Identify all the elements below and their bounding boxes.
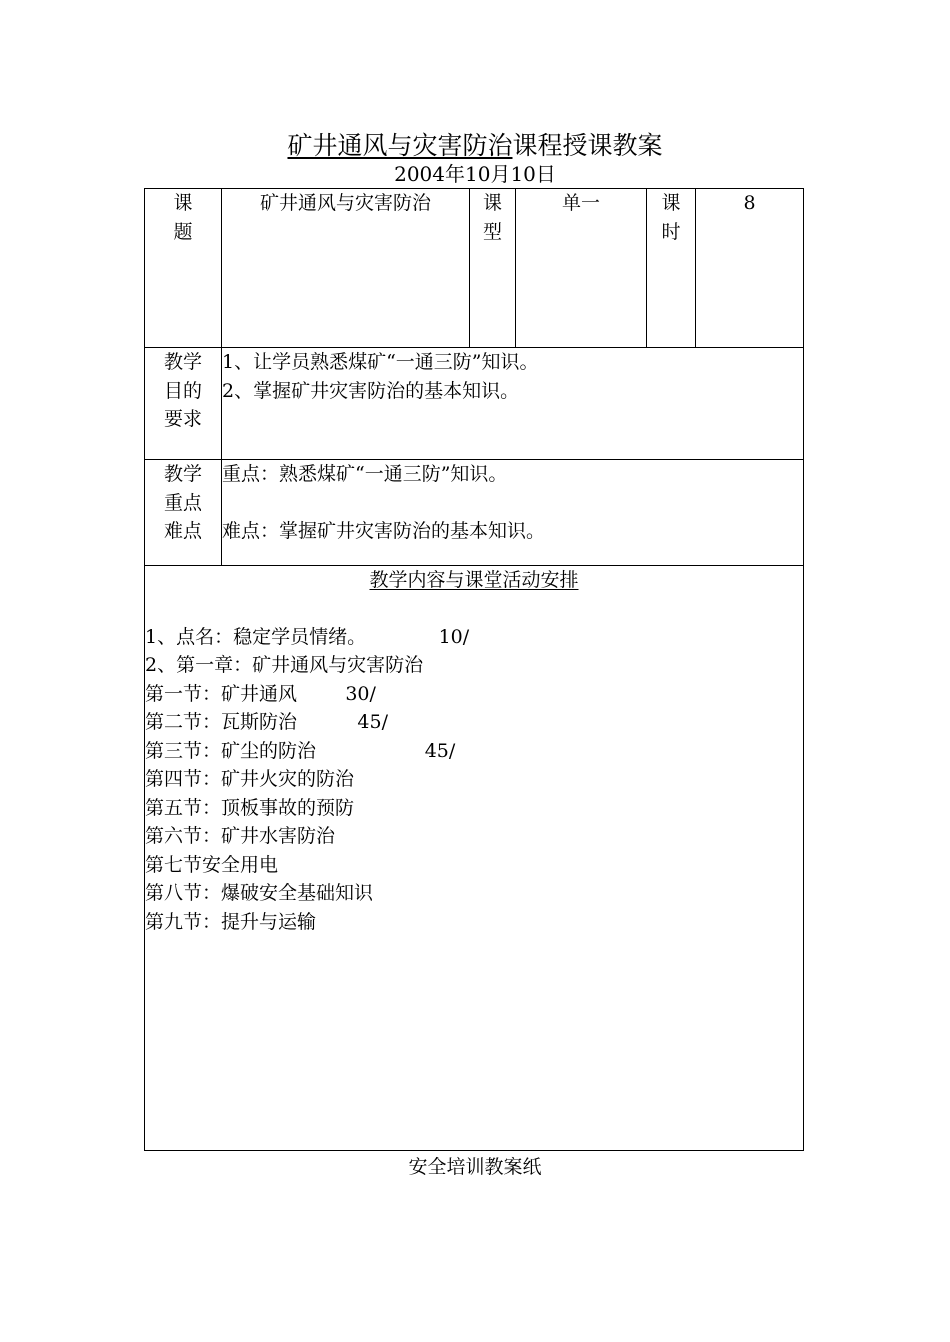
lesson-plan-table — [144, 188, 804, 1151]
type-value: 单一 — [516, 189, 647, 348]
content-line: 第四节：矿井火灾的防治 — [145, 768, 355, 790]
content-line: 第一节：矿井通风 30/ — [145, 682, 376, 705]
label-type: 课 型 — [470, 189, 516, 348]
content-line: 第九节：提升与运输 — [145, 910, 317, 933]
label-hours: 课 时 — [647, 189, 696, 348]
topic-value: 矿井通风与灾害防治 — [222, 189, 470, 348]
objectives-content — [222, 348, 804, 460]
content-heading: 教学内容与课堂活动安排 — [369, 569, 579, 591]
label-objectives: 教学 目的 要求 — [145, 348, 222, 460]
content-line: 第六节：矿井水害防治 — [145, 825, 336, 847]
spacer-line — [222, 489, 803, 518]
label-key-points: 教学 重点 难点 — [145, 460, 222, 566]
lesson-date: 2004年10月10日 — [394, 162, 556, 186]
row-course-info — [145, 189, 804, 348]
hours-value: 8 — [696, 189, 804, 348]
row-teaching-content — [145, 566, 804, 1151]
difficulty-line: 难点：掌握矿井灾害防治的基本知识。 — [222, 520, 546, 542]
content-line: 第二节：瓦斯防治 45/ — [145, 711, 388, 733]
page-title — [0, 128, 950, 164]
content-line: 第三节：矿尘的防治 45/ — [145, 739, 456, 762]
row-objectives — [145, 348, 804, 460]
row-key-points — [145, 460, 804, 566]
label-topic: 课 题 — [145, 189, 222, 348]
focus-line: 重点：熟悉煤矿“一通三防”知识。 — [222, 463, 508, 485]
content-line: 1、点名：稳定学员情绪。 10/ — [145, 625, 470, 648]
page-footer: 安全培训教案纸 — [408, 1156, 542, 1178]
content-line: 第八节：爆破安全基础知识 — [145, 882, 374, 904]
objective-line: 1、让学员熟悉煤矿“一通三防”知识。 — [222, 351, 539, 373]
content-line: 2、第一章：矿井通风与灾害防治 — [145, 654, 424, 676]
content-line: 第七节安全用电 — [145, 853, 279, 876]
title-underlined: 矿井通风与灾害防治 — [287, 131, 513, 160]
teaching-content — [145, 566, 804, 1151]
objective-line: 2、掌握矿井灾害防治的基本知识。 — [222, 379, 520, 402]
content-line: 第五节：顶板事故的预防 — [145, 796, 355, 819]
key-points-content — [222, 460, 804, 566]
title-rest: 课程授课教案 — [512, 131, 663, 160]
